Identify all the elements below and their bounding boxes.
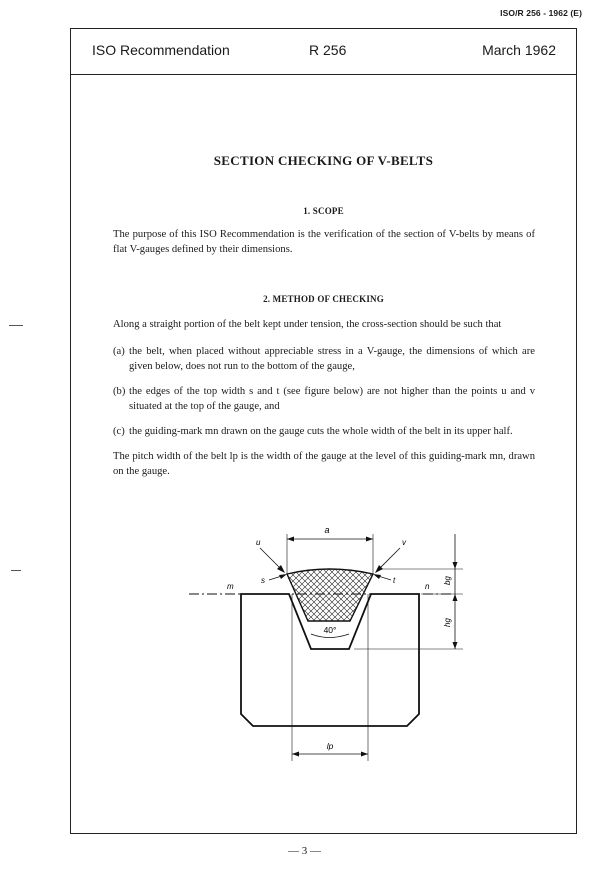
- item-text: the edges of the top width s and t (see figure below) are not higher than the points u and v situated at the top of the gauge, and: [129, 386, 535, 412]
- page-title: SECTION CHECKING OF V-BELTS: [213, 153, 434, 168]
- label-m: m: [227, 582, 234, 591]
- label-t: t: [393, 576, 396, 585]
- scope-paragraph: The purpose of this ISO Recommendation is the verification of the section of V-belts by means of flat V-gauges defined by their dimensions.: [113, 229, 535, 255]
- label-s: s: [261, 576, 265, 585]
- label-lp: lp: [326, 741, 334, 751]
- label-u: u: [256, 538, 261, 547]
- label-angle: 40°: [323, 625, 337, 635]
- belt-section: [287, 569, 373, 621]
- label-hg: hg: [443, 618, 452, 627]
- pitch-width-paragraph: The pitch width of the belt lp is the width of the gauge at the level of this guiding-mark mn, drawn on the gauge.: [113, 451, 535, 477]
- label-n: n: [425, 582, 430, 591]
- header-left: ISO Recommendation: [92, 42, 230, 58]
- margin-mark: [11, 570, 21, 571]
- label-v: v: [402, 538, 406, 547]
- label-a: a: [324, 525, 330, 535]
- item-text: the belt, when placed without appreciable stress in a V-gauge, the dimensions of which are given below, does not run to the bottom of the gauge,: [129, 346, 535, 372]
- v-gauge-figure: [71, 29, 578, 835]
- label-bg: bg: [443, 576, 452, 585]
- item-text: the guiding-mark mn drawn on the gauge cuts the whole width of the belt in its upper half.: [129, 426, 513, 437]
- item-label: (b): [113, 386, 126, 397]
- item-label: (a): [113, 346, 125, 357]
- page-frame: [70, 28, 577, 834]
- header-right: March 1962: [482, 42, 556, 58]
- method-intro: Along a straight portion of the belt kept under tension, the cross-section should be such that: [113, 319, 502, 330]
- method-heading: 2. METHOD OF CHECKING: [263, 294, 384, 304]
- scope-heading: 1. SCOPE: [303, 206, 344, 216]
- header-center: R 256: [309, 42, 347, 58]
- document-reference: ISO/R 256 - 1962 (E): [500, 8, 582, 18]
- margin-mark: [9, 325, 23, 326]
- page-number: — 3 —: [288, 845, 321, 857]
- item-label: (c): [113, 426, 125, 437]
